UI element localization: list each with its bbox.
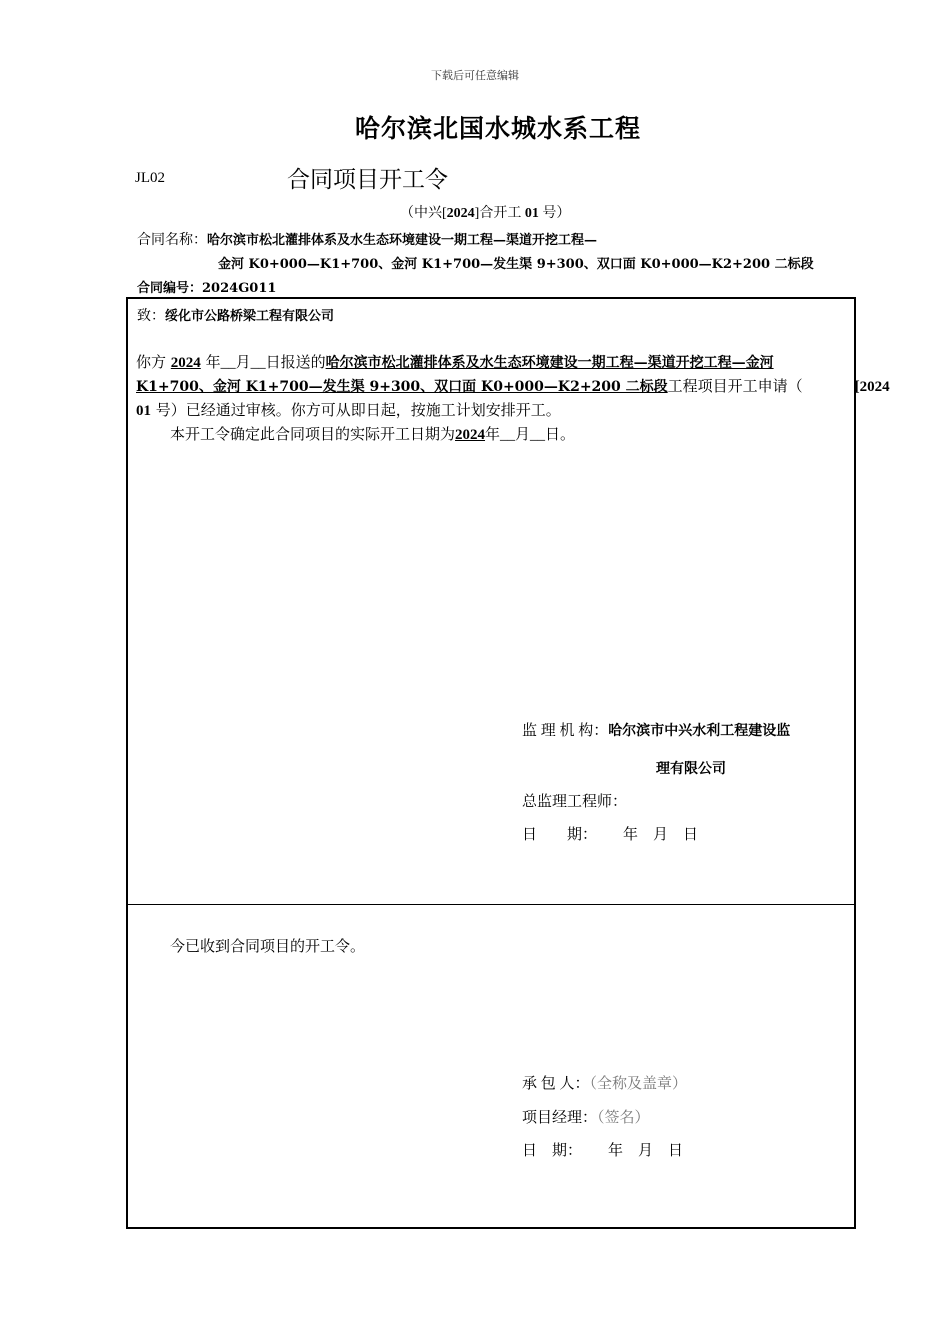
receipt-text: 今已收到合同项目的开工令。: [170, 939, 366, 955]
contractor-row: [522, 1072, 687, 1093]
contract-name-label: 合同名称：: [137, 233, 207, 248]
receipt-date-value: 年 月 日: [608, 1143, 684, 1159]
manager-hint: （签名）: [597, 1110, 650, 1126]
p2-year: 2024: [455, 427, 486, 443]
supervisor-date-label: 日 期：: [522, 827, 598, 843]
contract-number-row: [137, 277, 276, 296]
section-divider: [128, 904, 854, 905]
header-note: 下载后可任意编辑: [431, 69, 519, 82]
p1-project-1: 哈尔滨市松北灌排体系及水生态环境建设一期工程—渠道开挖工程—金河: [325, 355, 774, 371]
p1-b: 年__月__日报送的: [205, 355, 326, 371]
chief-engineer-label: 总监理工程师：: [522, 794, 628, 810]
form-title: 合同项目开工令: [287, 167, 448, 193]
form-code: JL02: [135, 170, 165, 186]
p1-year: 2024: [170, 355, 201, 371]
doc-number-open: （中兴[: [400, 206, 447, 221]
p1-d: 号）已经通过审核。你方可从即日起，按施工计划安排开工。: [155, 403, 561, 419]
p1-project-2: K1+700、金河 K1+700—发生渠 9+300、双口面 K0+000—K2+200 二标段: [136, 379, 668, 395]
supervisor-date-value: 年 月 日: [623, 827, 699, 843]
contract-name-line1: 哈尔滨市松北灌排体系及水生态环境建设一期工程—渠道开挖工程—: [207, 233, 598, 248]
doc-number-close: 号）: [542, 206, 571, 221]
supervisor-org-name-1: 哈尔滨市中兴水利工程建设监: [608, 723, 791, 739]
receipt-date-row: [522, 1139, 683, 1160]
recipient-row: [137, 305, 334, 325]
supervisor-org-row: [522, 719, 790, 740]
contractor-label: 承 包 人：: [522, 1076, 590, 1092]
p1-a: 你方: [136, 355, 167, 371]
p2-a: 本开工令确定此合同项目的实际开工日期为: [170, 427, 456, 443]
p1-ref-year: [2024: [854, 379, 890, 395]
doc-number-mid: ]合开工: [474, 206, 522, 221]
contract-number-label: 合同编号：: [137, 281, 203, 296]
contractor-hint: （全称及盖章）: [589, 1076, 688, 1092]
supervisor-org-label: 监 理 机 构：: [522, 723, 609, 739]
p1-c: 工程项目开工申请（: [667, 379, 803, 395]
p2-b: 年__月__日。: [485, 427, 576, 443]
recipient-name: 绥化市公路桥梁工程有限公司: [165, 309, 335, 324]
contract-name-line2: 金河 K0+000—K1+700、金河 K1+700—发生渠 9+300、双口面 K0+000—K2+200 二标段: [218, 257, 814, 272]
supervisor-org-name-2: 理有限公司: [656, 761, 726, 777]
contract-number-value: 2024G011: [202, 281, 277, 296]
doc-number: [400, 202, 570, 222]
contract-name-row: [137, 229, 597, 249]
doc-number-no: 01: [524, 206, 539, 221]
manager-row: [522, 1106, 650, 1127]
doc-number-year: 2024: [446, 206, 475, 221]
recipient-label: 致：: [137, 309, 165, 324]
main-title: 哈尔滨北国水城水系工程: [354, 114, 641, 143]
approval-paragraph: [136, 351, 890, 447]
manager-label: 项目经理：: [522, 1110, 598, 1126]
receipt-date-label: 日 期：: [522, 1143, 583, 1159]
p1-ref-no: 01: [136, 403, 151, 419]
supervisor-date-row: [522, 823, 698, 844]
